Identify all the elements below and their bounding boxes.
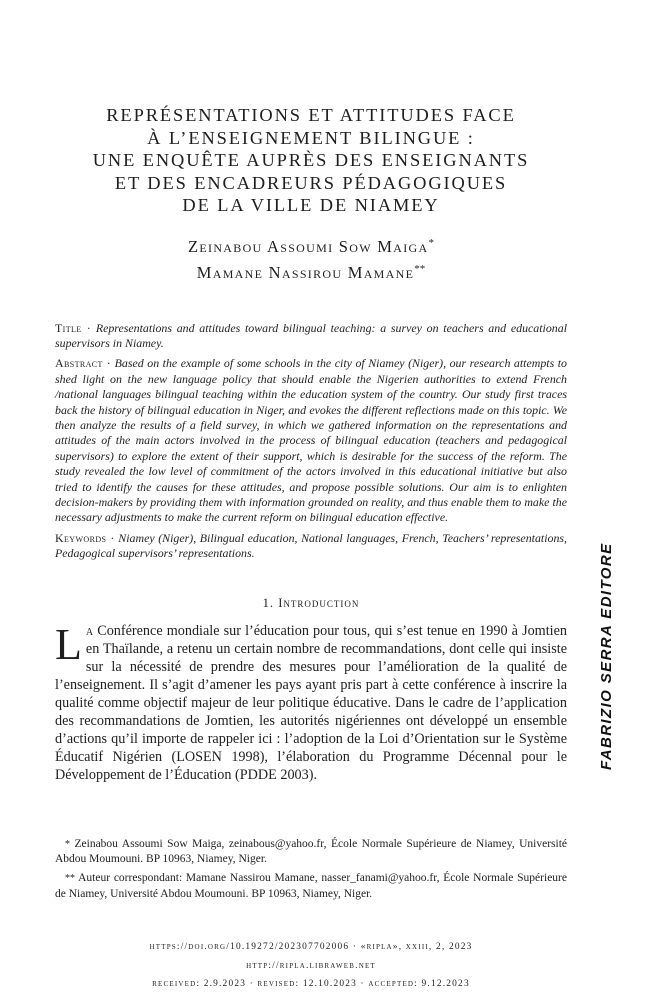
footnote-mark: * xyxy=(65,839,70,850)
dates-line: received: 2.9.2023 · revised: 12.10.2023 · accepted: 9.12.2023 xyxy=(152,979,470,989)
footnote-text: Zeinabou Assoumi Sow Maiga, zeinabous@yahoo.fr, École Normale Supérieure de Niamey, Université Abdou Moumouni. BP 10963, Niamey, Niger. xyxy=(55,838,567,866)
doi-line: https://doi.org/10.19272/202307702006 · «ripla», xxiii, 2, 2023 xyxy=(149,942,473,952)
section-heading: 1. Introduction xyxy=(262,595,360,610)
author-name: Zeinabou Assoumi Sow Maiga xyxy=(188,236,429,256)
abstract-label: Abstract · xyxy=(55,356,112,371)
title-line: ET DES ENCADREURS PÉDAGOGIQUES xyxy=(114,172,508,193)
title-text: Representations and attitudes toward bilingual teaching: a survey on teachers and educational supervisors in Niamey. xyxy=(55,320,567,350)
footnote-1 xyxy=(55,837,567,867)
author-2 xyxy=(55,258,567,284)
abstract-text: Based on the example of some schools in the city of Niamey (Niger), our research attempts to shed light on the new language policy that should enable the Nigerien authorities to extend French /national languages bilingual teaching within the education system of the country. Our study first traces back the history of bilingual education in Niger, and evokes the different reflections made on this topic. We then analyze the results of a field survey, in which we gathered information on the representations and attitudes of the main actors involved in the process of bilingual education (teachers and pedagogical supervisors) to explore the extent of their support, which is desirable for the success of the reform. The study revealed the low level of commitment of the actors involved in this educational initiative but also tried to identify the causes for these attitudes, and propose possible solutions. Our aim is to enlighten decision-makers by providing them with information grounded on reality, and thus enable them to make the necessary adjustments to make the current reform on bilingual education effective. xyxy=(55,356,568,525)
article-metadata xyxy=(55,321,567,562)
title-line: À L’ENSEIGNEMENT BILINGUE : xyxy=(147,127,475,148)
paragraph-text: Conférence mondiale sur l’éducation pour tous, qui s’est tenue en 1990 à Jomtien en Thaïlande, a retenu un certain nombre de recommandations, dont celle qui insiste sur la nécessité de prendre des mesures pour l’amélioration de la qualité de l’enseignement. Il s’agit d’amener les pays ayant pris part à cette conférence à inscrire la qualité comme objectif majeur de leur politique éducative. Dans le cadre de l’application des recommandations de Jomtien, les autorités nigériennes ont développé un ensemble d’actions qu’il importe de rappeler ici : l’adoption de la Loi d’Orientation sur le Système Éducatif Nigérien (LOSEN 1998), l’élaboration du Programme Décennal pour le Développement de l’Éducation (PDDE 2003). xyxy=(55,622,567,783)
copyright-text: FABRIZIO SERRA EDITORE xyxy=(598,542,615,770)
abstract xyxy=(55,356,567,525)
footnote-2 xyxy=(55,871,567,901)
article-page xyxy=(55,0,568,989)
article-title xyxy=(55,104,567,217)
author-list xyxy=(55,232,567,284)
drop-cap: L xyxy=(55,619,82,669)
smallcap-start: a xyxy=(85,622,94,639)
url-line: http://ripla.libraweb.net xyxy=(246,960,376,971)
page-footer xyxy=(55,938,567,994)
title-line: DE LA VILLE DE NIAMEY xyxy=(182,195,440,215)
title-line: REPRÉSENTATIONS ET ATTITUDES FACE xyxy=(106,105,516,125)
title-label: Title · xyxy=(55,320,92,335)
author-name: Mamane Nassirou Mamane xyxy=(196,262,415,282)
keywords-text: Niamey (Niger), Bilingual education, National languages, French, Teachers’ representations, Pedagogical supervisors’ representations. xyxy=(55,530,567,561)
copyright-notice xyxy=(580,240,615,780)
keywords-label: Keywords · xyxy=(55,530,115,545)
introduction-paragraph xyxy=(55,619,567,784)
keywords xyxy=(55,531,567,562)
footnote-mark: ** xyxy=(65,873,75,885)
english-title xyxy=(55,321,567,352)
footnote-mark: ** xyxy=(414,262,426,275)
author-1 xyxy=(55,232,567,258)
footnotes xyxy=(55,837,567,906)
title-line: UNE ENQUÊTE AUPRÈS DES ENSEIGNANTS xyxy=(92,150,530,170)
footnote-mark: * xyxy=(428,236,434,249)
footnote-text: Auteur correspondant: Mamane Nassirou Mamane, nasser_fanami@yahoo.fr, École Normale Supérieure de Niamey, Université Abdou Moumouni. BP 10963, Niamey, Niger. xyxy=(55,872,567,900)
